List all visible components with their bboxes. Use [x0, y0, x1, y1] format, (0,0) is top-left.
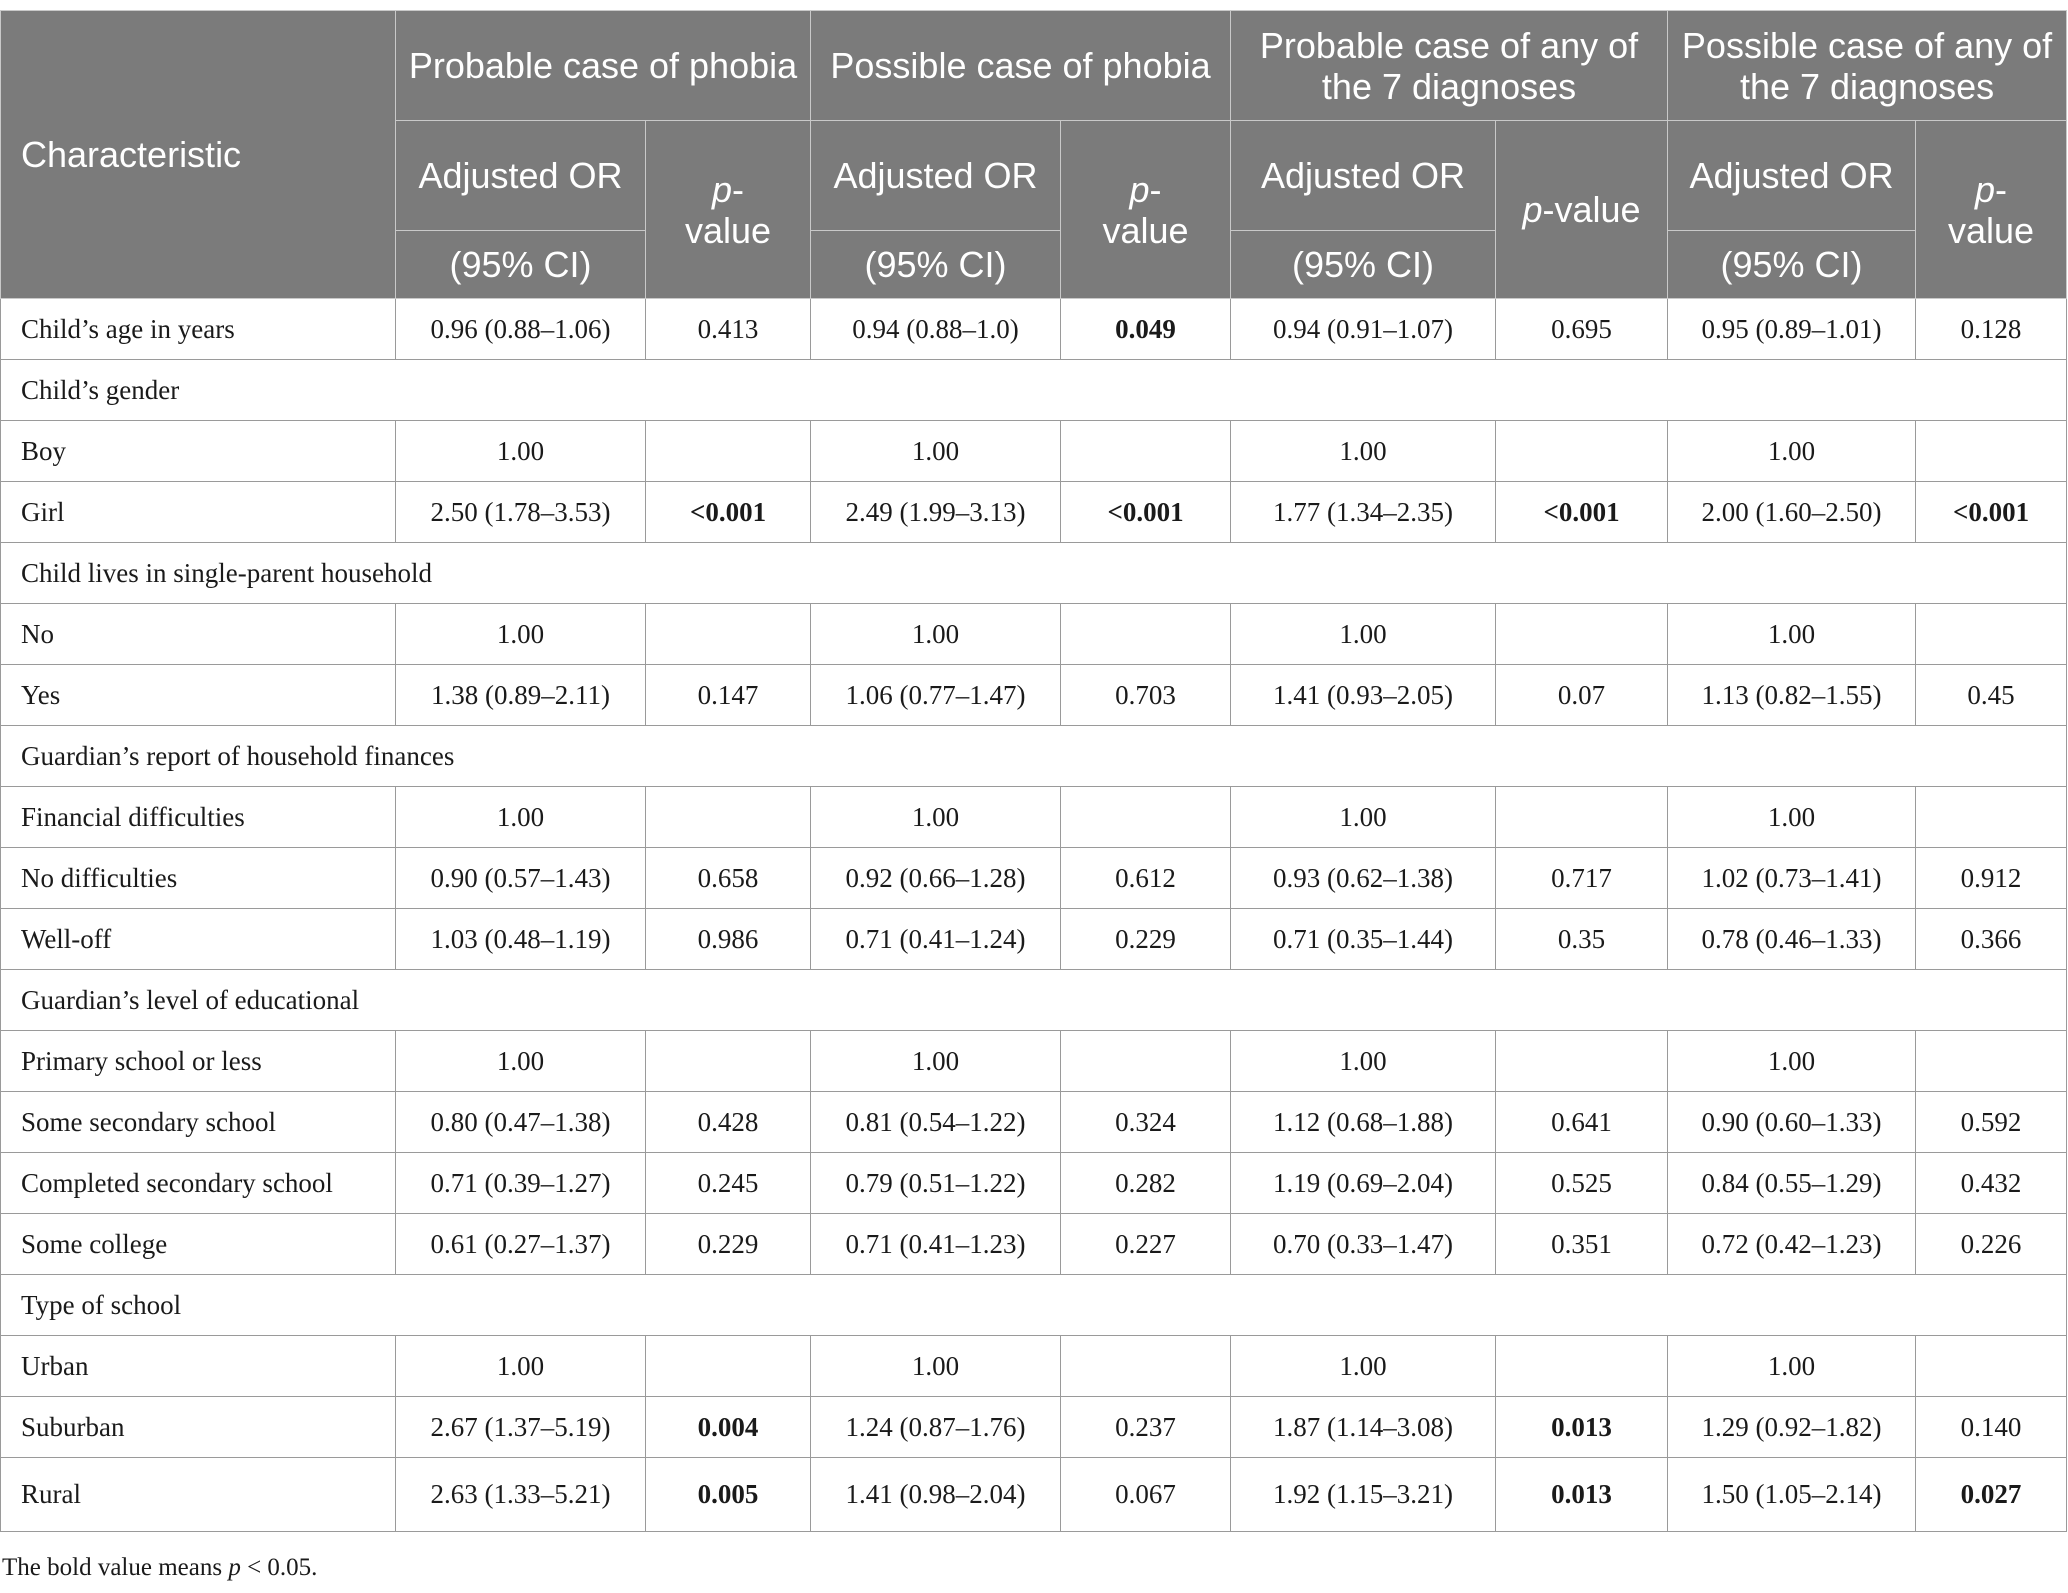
group-header-possible-any-diagnosis: Possible case of any of the 7 diagnoses	[1668, 11, 2067, 121]
odds-ratio-cell: 1.13 (0.82–1.55)	[1668, 665, 1916, 726]
row-label: Girl	[1, 482, 396, 543]
odds-ratio-cell: 0.71 (0.39–1.27)	[396, 1153, 646, 1214]
p-value-cell: 0.324	[1061, 1092, 1231, 1153]
p-value-cell	[646, 787, 811, 848]
ci-header: (95% CI)	[1668, 231, 1916, 299]
p-value-cell: 0.237	[1061, 1397, 1231, 1458]
table-row	[1, 1397, 2067, 1458]
table-row	[1, 604, 2067, 665]
row-label: Rural	[1, 1458, 396, 1532]
odds-ratio-cell: 1.00	[396, 604, 646, 665]
adjusted-or-header: Adjusted OR	[811, 121, 1061, 231]
table-row	[1, 299, 2067, 360]
p-value-cell: <0.001	[1061, 482, 1231, 543]
adjusted-or-header: Adjusted OR	[1231, 121, 1496, 231]
characteristic-header: Characteristic	[1, 11, 396, 299]
row-label: Primary school or less	[1, 1031, 396, 1092]
odds-ratio-cell: 1.00	[396, 421, 646, 482]
odds-ratio-cell: 1.77 (1.34–2.35)	[1231, 482, 1496, 543]
section-label: Child’s gender	[1, 360, 2067, 421]
group-header-possible-phobia: Possible case of phobia	[811, 11, 1231, 121]
p-value-cell: 0.717	[1496, 848, 1668, 909]
results-table	[0, 10, 2067, 1532]
odds-ratio-cell: 0.71 (0.35–1.44)	[1231, 909, 1496, 970]
p-value-cell: 0.005	[646, 1458, 811, 1532]
p-value-suffix: -value	[1542, 189, 1641, 230]
odds-ratio-cell: 1.00	[1231, 1031, 1496, 1092]
p-value-cell	[1916, 1336, 2067, 1397]
p-value-cell: <0.001	[646, 482, 811, 543]
odds-ratio-cell: 0.90 (0.57–1.43)	[396, 848, 646, 909]
p-value-suffix: - value	[1948, 168, 2035, 251]
section-label: Guardian’s report of household finances	[1, 726, 2067, 787]
p-value-suffix: - value	[1102, 168, 1189, 251]
p-value-cell: 0.027	[1916, 1458, 2067, 1532]
odds-ratio-cell: 0.61 (0.27–1.37)	[396, 1214, 646, 1275]
odds-ratio-cell: 0.71 (0.41–1.23)	[811, 1214, 1061, 1275]
section-label: Type of school	[1, 1275, 2067, 1336]
group-header-probable-any-diagnosis: Probable case of any of the 7 diagnoses	[1231, 11, 1668, 121]
p-value-cell	[1496, 421, 1668, 482]
table-row	[1, 1031, 2067, 1092]
p-value-cell: 0.592	[1916, 1092, 2067, 1153]
p-value-cell: 0.366	[1916, 909, 2067, 970]
odds-ratio-cell: 0.95 (0.89–1.01)	[1668, 299, 1916, 360]
row-label: Some college	[1, 1214, 396, 1275]
p-value-cell: 0.227	[1061, 1214, 1231, 1275]
row-label: No	[1, 604, 396, 665]
odds-ratio-cell: 1.00	[1231, 1336, 1496, 1397]
odds-ratio-cell: 0.94 (0.91–1.07)	[1231, 299, 1496, 360]
p-value-cell: 0.229	[646, 1214, 811, 1275]
p-value-cell	[1061, 604, 1231, 665]
p-value-cell: 0.912	[1916, 848, 2067, 909]
odds-ratio-cell: 1.00	[1231, 421, 1496, 482]
table-row	[1, 787, 2067, 848]
p-value-cell: 0.067	[1061, 1458, 1231, 1532]
section-row	[1, 1275, 2067, 1336]
odds-ratio-cell: 1.00	[1668, 787, 1916, 848]
ci-header: (95% CI)	[811, 231, 1061, 299]
p-value-suffix: - value	[684, 168, 772, 251]
odds-ratio-cell: 1.00	[396, 1336, 646, 1397]
footnote	[2, 1554, 317, 1582]
row-label: Boy	[1, 421, 396, 482]
p-value-cell	[1916, 421, 2067, 482]
section-row	[1, 360, 2067, 421]
p-value-cell	[646, 1336, 811, 1397]
row-label: Child’s age in years	[1, 299, 396, 360]
row-label: Some secondary school	[1, 1092, 396, 1153]
p-value-cell: 0.986	[646, 909, 811, 970]
odds-ratio-cell: 2.63 (1.33–5.21)	[396, 1458, 646, 1532]
table-header	[1, 11, 2067, 299]
p-value-cell	[1061, 421, 1231, 482]
odds-ratio-cell: 0.93 (0.62–1.38)	[1231, 848, 1496, 909]
p-value-italic: p	[1975, 168, 1996, 210]
p-value-cell	[1496, 1336, 1668, 1397]
odds-ratio-cell: 1.41 (0.98–2.04)	[811, 1458, 1061, 1532]
footnote-text: The bold value means	[2, 1554, 229, 1581]
odds-ratio-cell: 1.00	[1231, 604, 1496, 665]
p-value-header	[1916, 121, 2067, 299]
p-value-cell: 0.351	[1496, 1214, 1668, 1275]
table-row	[1, 1153, 2067, 1214]
section-row	[1, 543, 2067, 604]
p-value-cell	[1916, 787, 2067, 848]
p-value-italic: p	[1522, 189, 1543, 230]
odds-ratio-cell: 2.49 (1.99–3.13)	[811, 482, 1061, 543]
p-value-cell: 0.013	[1496, 1397, 1668, 1458]
footnote-threshold: < 0.05.	[240, 1554, 318, 1581]
odds-ratio-cell: 0.70 (0.33–1.47)	[1231, 1214, 1496, 1275]
odds-ratio-cell: 1.92 (1.15–3.21)	[1231, 1458, 1496, 1532]
p-value-cell: 0.229	[1061, 909, 1231, 970]
group-header-probable-phobia: Probable case of phobia	[396, 11, 811, 121]
p-value-cell	[1061, 1031, 1231, 1092]
p-value-cell: <0.001	[1496, 482, 1668, 543]
p-value-cell: 0.695	[1496, 299, 1668, 360]
p-value-cell: 0.703	[1061, 665, 1231, 726]
p-value-italic: p	[1129, 168, 1150, 210]
p-value-cell: 0.07	[1496, 665, 1668, 726]
table-row	[1, 482, 2067, 543]
table-row	[1, 1092, 2067, 1153]
odds-ratio-cell: 0.96 (0.88–1.06)	[396, 299, 646, 360]
p-value-cell: 0.013	[1496, 1458, 1668, 1532]
odds-ratio-cell: 0.94 (0.88–1.0)	[811, 299, 1061, 360]
odds-ratio-cell: 2.00 (1.60–2.50)	[1668, 482, 1916, 543]
table-row	[1, 909, 2067, 970]
p-value-cell	[1916, 604, 2067, 665]
odds-ratio-cell: 1.02 (0.73–1.41)	[1668, 848, 1916, 909]
row-label: Yes	[1, 665, 396, 726]
p-value-cell	[1916, 1031, 2067, 1092]
p-value-cell: 0.049	[1061, 299, 1231, 360]
p-value-cell: 0.226	[1916, 1214, 2067, 1275]
table-body	[1, 299, 2067, 1532]
p-value-cell: 0.428	[646, 1092, 811, 1153]
odds-ratio-cell: 0.71 (0.41–1.24)	[811, 909, 1061, 970]
p-value-cell: 0.658	[646, 848, 811, 909]
p-value-cell	[1496, 787, 1668, 848]
odds-ratio-cell: 1.00	[811, 1031, 1061, 1092]
odds-ratio-cell: 1.00	[1668, 604, 1916, 665]
odds-ratio-cell: 1.38 (0.89–2.11)	[396, 665, 646, 726]
odds-ratio-cell: 1.50 (1.05–2.14)	[1668, 1458, 1916, 1532]
odds-ratio-cell: 1.29 (0.92–1.82)	[1668, 1397, 1916, 1458]
p-value-cell	[646, 604, 811, 665]
odds-ratio-cell: 2.50 (1.78–3.53)	[396, 482, 646, 543]
odds-ratio-cell: 0.92 (0.66–1.28)	[811, 848, 1061, 909]
table-row	[1, 1336, 2067, 1397]
p-value-cell: 0.45	[1916, 665, 2067, 726]
p-value-cell	[646, 421, 811, 482]
odds-ratio-cell: 1.00	[1668, 1031, 1916, 1092]
odds-ratio-cell: 1.00	[1668, 1336, 1916, 1397]
p-value-italic: p	[711, 168, 733, 210]
odds-ratio-cell: 0.80 (0.47–1.38)	[396, 1092, 646, 1153]
odds-ratio-cell: 1.41 (0.93–2.05)	[1231, 665, 1496, 726]
odds-ratio-cell: 1.87 (1.14–3.08)	[1231, 1397, 1496, 1458]
odds-ratio-cell: 2.67 (1.37–5.19)	[396, 1397, 646, 1458]
odds-ratio-cell: 1.00	[811, 787, 1061, 848]
odds-ratio-cell: 1.00	[396, 1031, 646, 1092]
table-row	[1, 1214, 2067, 1275]
p-value-cell: 0.612	[1061, 848, 1231, 909]
p-value-cell	[1496, 1031, 1668, 1092]
odds-ratio-cell: 1.00	[811, 421, 1061, 482]
p-value-cell: 0.413	[646, 299, 811, 360]
odds-ratio-cell: 1.24 (0.87–1.76)	[811, 1397, 1061, 1458]
odds-ratio-cell: 1.00	[811, 1336, 1061, 1397]
p-value-cell: 0.147	[646, 665, 811, 726]
p-value-cell	[1496, 604, 1668, 665]
section-row	[1, 970, 2067, 1031]
odds-ratio-cell: 0.81 (0.54–1.22)	[811, 1092, 1061, 1153]
odds-ratio-cell: 0.72 (0.42–1.23)	[1668, 1214, 1916, 1275]
odds-ratio-cell: 1.00	[396, 787, 646, 848]
row-label: Suburban	[1, 1397, 396, 1458]
row-label: No difficulties	[1, 848, 396, 909]
section-label: Child lives in single-parent household	[1, 543, 2067, 604]
p-value-cell	[646, 1031, 811, 1092]
p-value-cell: <0.001	[1916, 482, 2067, 543]
section-label: Guardian’s level of educational	[1, 970, 2067, 1031]
p-value-header	[1496, 121, 1668, 299]
p-value-cell: 0.35	[1496, 909, 1668, 970]
adjusted-or-header: Adjusted OR	[396, 121, 646, 231]
p-value-cell: 0.245	[646, 1153, 811, 1214]
p-value-cell: 0.140	[1916, 1397, 2067, 1458]
table-row	[1, 848, 2067, 909]
table-row	[1, 665, 2067, 726]
table-row	[1, 1458, 2067, 1532]
p-value-header	[1061, 121, 1231, 299]
odds-ratio-cell: 1.00	[1231, 787, 1496, 848]
p-value-cell	[1061, 787, 1231, 848]
p-value-cell: 0.128	[1916, 299, 2067, 360]
odds-ratio-cell: 1.19 (0.69–2.04)	[1231, 1153, 1496, 1214]
adjusted-or-header: Adjusted OR	[1668, 121, 1916, 231]
odds-ratio-cell: 1.00	[1668, 421, 1916, 482]
row-label: Well-off	[1, 909, 396, 970]
odds-ratio-cell: 1.03 (0.48–1.19)	[396, 909, 646, 970]
p-value-cell	[1061, 1336, 1231, 1397]
p-value-cell: 0.282	[1061, 1153, 1231, 1214]
p-value-cell: 0.432	[1916, 1153, 2067, 1214]
p-value-cell: 0.641	[1496, 1092, 1668, 1153]
row-label: Completed secondary school	[1, 1153, 396, 1214]
p-value-header	[646, 121, 811, 299]
row-label: Financial difficulties	[1, 787, 396, 848]
footnote-p: p	[228, 1554, 241, 1581]
ci-header: (95% CI)	[1231, 231, 1496, 299]
section-row	[1, 726, 2067, 787]
odds-ratio-cell: 0.79 (0.51–1.22)	[811, 1153, 1061, 1214]
p-value-cell: 0.525	[1496, 1153, 1668, 1214]
odds-ratio-cell: 1.00	[811, 604, 1061, 665]
odds-ratio-cell: 1.06 (0.77–1.47)	[811, 665, 1061, 726]
ci-header: (95% CI)	[396, 231, 646, 299]
odds-ratio-cell: 1.12 (0.68–1.88)	[1231, 1092, 1496, 1153]
table-row	[1, 421, 2067, 482]
row-label: Urban	[1, 1336, 396, 1397]
odds-ratio-cell: 0.84 (0.55–1.29)	[1668, 1153, 1916, 1214]
odds-ratio-cell: 0.78 (0.46–1.33)	[1668, 909, 1916, 970]
p-value-cell: 0.004	[646, 1397, 811, 1458]
odds-ratio-cell: 0.90 (0.60–1.33)	[1668, 1092, 1916, 1153]
